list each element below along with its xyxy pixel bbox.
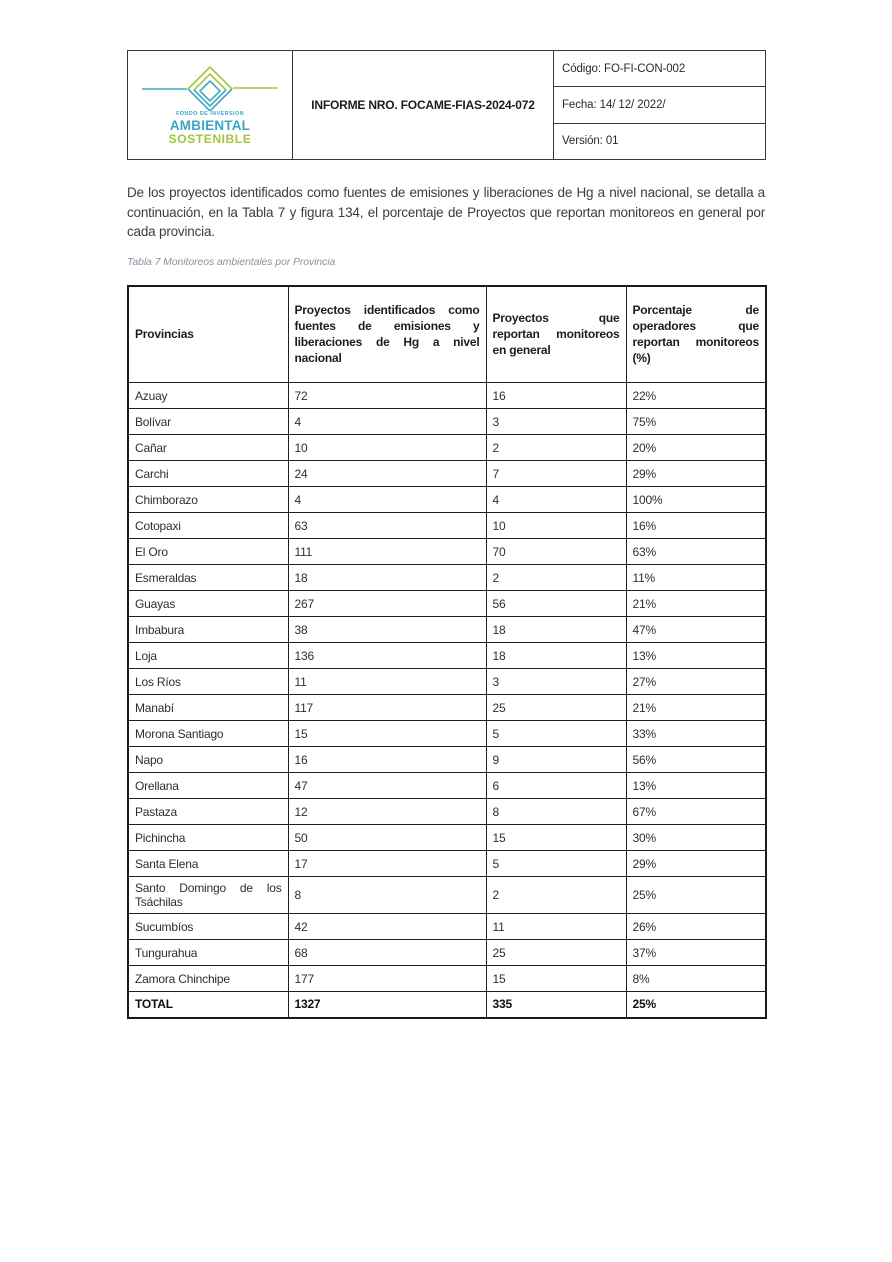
table-cell: 267 — [288, 591, 486, 617]
table-cell: 4 — [288, 409, 486, 435]
table-row — [128, 539, 766, 565]
table-cell: 38 — [288, 617, 486, 643]
table-cell: 21% — [626, 591, 766, 617]
table-row — [128, 940, 766, 966]
table-caption: Tabla 7 Monitoreos ambientales por Provincia — [127, 255, 336, 268]
table-cell: 15 — [288, 721, 486, 747]
table-cell: 2 — [486, 565, 626, 591]
table-cell: Imbabura — [128, 617, 288, 643]
table-row — [128, 747, 766, 773]
table-cell: 3 — [486, 409, 626, 435]
table-cell: 21% — [626, 695, 766, 721]
table-cell: 7 — [486, 461, 626, 487]
provinces-table — [127, 285, 767, 1019]
header-table — [127, 50, 766, 160]
table-cell: 63% — [626, 539, 766, 565]
table-cell: 335 — [486, 992, 626, 1018]
table-cell: 29% — [626, 851, 766, 877]
table-cell: 5 — [486, 721, 626, 747]
table-cell: 177 — [288, 966, 486, 992]
table-cell: 100% — [626, 487, 766, 513]
table-cell: 9 — [486, 747, 626, 773]
column-header: Provincias — [128, 286, 288, 383]
table-cell: 67% — [626, 799, 766, 825]
table-cell: Cotopaxi — [128, 513, 288, 539]
table-cell: 68 — [288, 940, 486, 966]
table-cell: Napo — [128, 747, 288, 773]
table-cell: 72 — [288, 383, 486, 409]
table-cell: 22% — [626, 383, 766, 409]
table-cell: 16 — [486, 383, 626, 409]
table-cell: 75% — [626, 409, 766, 435]
table-cell: Chimborazo — [128, 487, 288, 513]
table-cell: 15 — [486, 966, 626, 992]
table-cell: 8% — [626, 966, 766, 992]
table-row — [128, 773, 766, 799]
logo-diamond-icon — [140, 65, 280, 111]
table-row — [128, 669, 766, 695]
column-header: Porcentaje de operadores que reportan monitoreos (%) — [626, 286, 766, 383]
report-title: INFORME NRO. FOCAME-FIAS-2024-072 — [293, 51, 554, 160]
table-cell: 2 — [486, 435, 626, 461]
table-cell: Tungurahua — [128, 940, 288, 966]
table-cell: Cañar — [128, 435, 288, 461]
table-cell: 24 — [288, 461, 486, 487]
column-header: Proyectos que reportan monitoreos en general — [486, 286, 626, 383]
table-header-row — [128, 286, 766, 383]
intro-paragraph: De los proyectos identificados como fuentes de emisiones y liberaciones de Hg a nivel nacional, se detalla a continuación, en la Tabla 7 y figura 134, el porcentaje de Proyectos que reportan monitoreos en general por cada provincia. — [127, 185, 765, 239]
table-cell: Azuay — [128, 383, 288, 409]
table-row — [128, 383, 766, 409]
table-cell: 11 — [288, 669, 486, 695]
table-cell: Pastaza — [128, 799, 288, 825]
logo-text-sostenible: SOSTENIBLE — [168, 132, 252, 146]
table-row — [128, 799, 766, 825]
table-row — [128, 914, 766, 940]
table-cell: 2 — [486, 877, 626, 914]
table-cell: 30% — [626, 825, 766, 851]
table-cell: 111 — [288, 539, 486, 565]
table-cell: 63 — [288, 513, 486, 539]
table-cell: El Oro — [128, 539, 288, 565]
table-row — [128, 825, 766, 851]
table-row — [128, 695, 766, 721]
table-cell: 10 — [288, 435, 486, 461]
table-cell: 11 — [486, 914, 626, 940]
table-row — [128, 513, 766, 539]
table-cell: 136 — [288, 643, 486, 669]
table-cell: 117 — [288, 695, 486, 721]
table-cell: Guayas — [128, 591, 288, 617]
table-cell: Morona Santiago — [128, 721, 288, 747]
table-cell: 18 — [288, 565, 486, 591]
logo-text-ambiental: AMBIENTAL — [169, 117, 251, 133]
table-cell: 4 — [288, 487, 486, 513]
table-row — [128, 617, 766, 643]
table-cell: Pichincha — [128, 825, 288, 851]
table-cell: 12 — [288, 799, 486, 825]
table-cell: 11% — [626, 565, 766, 591]
table-row — [128, 591, 766, 617]
table-cell: 50 — [288, 825, 486, 851]
table-cell: 16% — [626, 513, 766, 539]
table-row — [128, 461, 766, 487]
meta-codigo: Código: FO-FI-CON-002 — [554, 51, 766, 87]
table-cell: Esmeraldas — [128, 565, 288, 591]
table-row — [128, 966, 766, 992]
table-row — [128, 487, 766, 513]
table-cell: 33% — [626, 721, 766, 747]
table-cell: Los Ríos — [128, 669, 288, 695]
table-cell: 3 — [486, 669, 626, 695]
table-cell: 13% — [626, 773, 766, 799]
table-cell: 56 — [486, 591, 626, 617]
table-cell: Carchi — [128, 461, 288, 487]
table-cell: 1327 — [288, 992, 486, 1018]
logo-text-fondo: FONDO DE INVERSION — [175, 111, 244, 117]
meta-fecha: Fecha: 14/ 12/ 2022/ — [554, 87, 766, 123]
table-cell: 47% — [626, 617, 766, 643]
table-cell: 10 — [486, 513, 626, 539]
table-row — [128, 565, 766, 591]
logo-cell — [128, 51, 293, 160]
table-row — [128, 435, 766, 461]
column-header: Proyectos identificados como fuentes de emisiones y liberaciones de Hg a nivel nacional — [288, 286, 486, 383]
table-cell: 29% — [626, 461, 766, 487]
table-cell: TOTAL — [128, 992, 288, 1018]
table-cell: 6 — [486, 773, 626, 799]
table-row — [128, 851, 766, 877]
table-cell: Manabí — [128, 695, 288, 721]
table-cell: 8 — [288, 877, 486, 914]
table-cell: 27% — [626, 669, 766, 695]
table-cell: 13% — [626, 643, 766, 669]
table-cell: 25 — [486, 695, 626, 721]
table-cell: 17 — [288, 851, 486, 877]
table-cell: Loja — [128, 643, 288, 669]
table-cell: 15 — [486, 825, 626, 851]
table-cell: 18 — [486, 617, 626, 643]
table-cell: Zamora Chinchipe — [128, 966, 288, 992]
table-cell: Sucumbíos — [128, 914, 288, 940]
table-cell: 16 — [288, 747, 486, 773]
table-cell: 20% — [626, 435, 766, 461]
table-cell: 26% — [626, 914, 766, 940]
table-cell: 25 — [486, 940, 626, 966]
table-cell: 5 — [486, 851, 626, 877]
meta-version: Versión: 01 — [554, 123, 766, 159]
table-cell: Santa Elena — [128, 851, 288, 877]
table-cell: 8 — [486, 799, 626, 825]
table-cell: 42 — [288, 914, 486, 940]
table-cell: 18 — [486, 643, 626, 669]
table-cell: 47 — [288, 773, 486, 799]
table-cell: Santo Domingo de los Tsáchilas — [128, 877, 288, 914]
table-cell: 25% — [626, 992, 766, 1018]
table-total-row — [128, 992, 766, 1018]
table-cell: Orellana — [128, 773, 288, 799]
table-row — [128, 877, 766, 914]
table-row — [128, 409, 766, 435]
org-logo — [128, 65, 292, 145]
table-cell: 56% — [626, 747, 766, 773]
table-cell: Bolívar — [128, 409, 288, 435]
table-row — [128, 721, 766, 747]
table-cell: 4 — [486, 487, 626, 513]
table-cell: 70 — [486, 539, 626, 565]
table-cell: 25% — [626, 877, 766, 914]
table-cell: 37% — [626, 940, 766, 966]
table-row — [128, 643, 766, 669]
